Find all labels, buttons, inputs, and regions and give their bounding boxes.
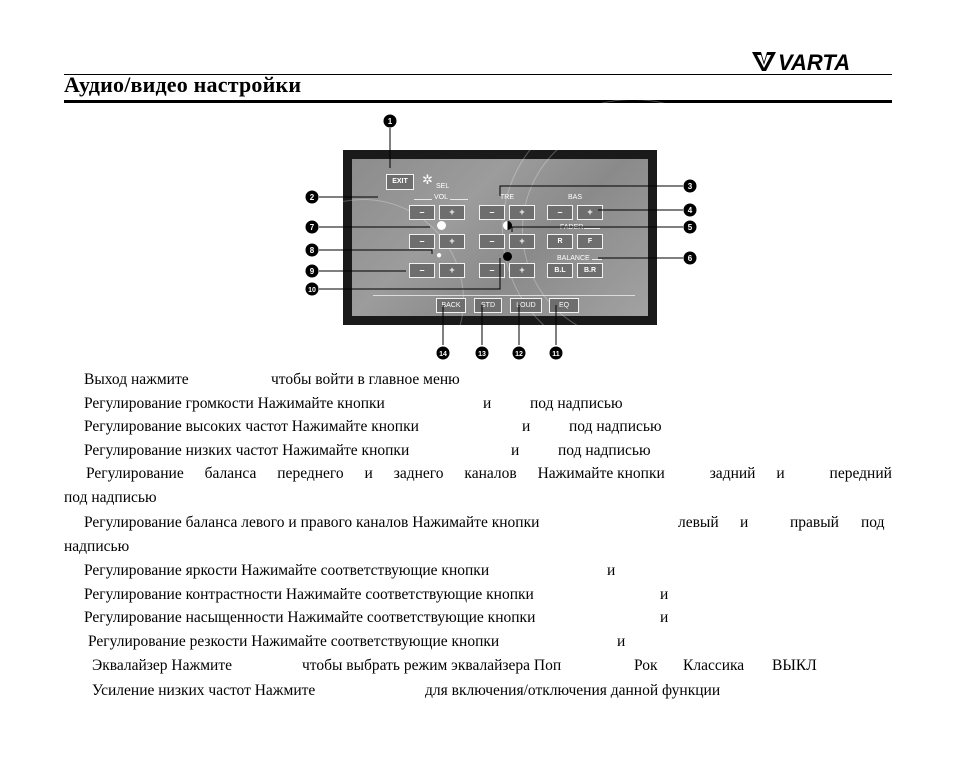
brightness-plus-button[interactable]: + — [439, 234, 465, 249]
callout-9: 9 — [309, 267, 315, 276]
loud-button[interactable]: LOUD — [510, 298, 542, 313]
bass-desc-b: и — [511, 442, 520, 459]
balance-desc-cont: надписью — [64, 538, 130, 555]
sel-icon: ✲ — [422, 172, 433, 187]
sharpness-desc-a: Регулирование резкости Нажимайте соответствующие кнопки — [88, 633, 500, 650]
sharpness-desc-b: и — [617, 633, 626, 650]
callout-14: 14 — [439, 351, 447, 358]
treble-desc-b: и — [522, 418, 531, 435]
callout-11: 11 — [552, 351, 560, 358]
brightness-desc-a: Регулирование яркости Нажимайте соответствующие кнопки — [84, 562, 490, 579]
balance-label: BALANCE — [557, 255, 590, 262]
volume-desc-c: под надписью — [530, 395, 623, 412]
callout-2: 2 — [309, 193, 315, 202]
treble-desc-c: под надписью — [569, 418, 662, 435]
bas-plus-button[interactable]: + — [577, 205, 603, 220]
callout-8: 8 — [309, 246, 315, 255]
treble-desc-a: Регулирование высоких частот Нажимайте кнопки — [84, 418, 419, 435]
volume-desc-a: Регулирование громкости Нажимайте кнопки — [84, 395, 385, 412]
contrast-plus-button[interactable]: + — [509, 234, 535, 249]
tre-minus-button[interactable]: – — [479, 205, 505, 220]
std-button[interactable]: STD — [474, 298, 502, 313]
contrast-desc-b: и — [660, 586, 669, 603]
fader-label: FADER — [560, 224, 584, 231]
callout-7: 7 — [309, 223, 315, 232]
tre-plus-button[interactable]: + — [509, 205, 535, 220]
bas-label: BAS — [568, 194, 583, 201]
eq-button[interactable]: EQ — [549, 298, 579, 313]
balance-desc-b: левый — [678, 514, 719, 531]
eq-desc-e: ВЫКЛ — [772, 657, 817, 674]
brightness-minus-button[interactable]: – — [409, 234, 435, 249]
sel-label: SEL — [436, 183, 450, 190]
balance-desc-c: и — [740, 514, 749, 531]
balance-right-button[interactable]: B.R — [577, 263, 603, 278]
balance-desc-e: под — [861, 514, 885, 531]
balance-desc-d: правый — [790, 514, 839, 531]
vol-plus-button[interactable]: + — [439, 205, 465, 220]
callout-5: 5 — [687, 223, 693, 232]
loud-desc-b: для включения/отключения данной функции — [425, 682, 721, 699]
callout-12: 12 — [515, 351, 523, 358]
contrast-desc-a: Регулирование контрастности Нажимайте соответствующие кнопки — [84, 586, 534, 603]
volume-desc-b: и — [483, 395, 492, 412]
fader-desc: Регулирование баланса переднего и заднего каналов Нажимайте кнопки задний и передний — [86, 465, 892, 482]
callout-4: 4 — [687, 206, 693, 215]
back-button[interactable]: BACK — [436, 298, 466, 313]
logo-text: VARTA — [778, 50, 851, 73]
loud-desc-a: Усиление низких частот Нажмите — [92, 682, 316, 699]
balance-desc-a: Регулирование баланса левого и правого каналов Нажимайте кнопки — [84, 514, 540, 531]
exit-desc-b: чтобы войти в главное меню — [271, 371, 460, 388]
eq-desc-a: Эквалайзер Нажмите — [92, 657, 232, 674]
saturation-desc-a: Регулирование насыщенности Нажимайте соответствующие кнопки — [84, 609, 536, 626]
tre-label: TRE — [500, 194, 514, 201]
bass-desc-c: под надписью — [558, 442, 651, 459]
vol-minus-button[interactable]: – — [409, 205, 435, 220]
fader-rear-button[interactable]: R — [547, 234, 573, 249]
saturation-icon: ● — [436, 250, 443, 261]
balance-left-button[interactable]: B.L — [547, 263, 573, 278]
callout-1: 1 — [387, 117, 393, 126]
contrast-minus-button[interactable]: – — [479, 234, 505, 249]
callout-6: 6 — [687, 254, 693, 263]
eq-desc-c: Рок — [634, 657, 658, 674]
sharpness-minus-button[interactable]: – — [479, 263, 505, 278]
saturation-plus-button[interactable]: + — [439, 263, 465, 278]
page-title: Аудио/видео настройки — [64, 72, 302, 97]
exit-button[interactable]: EXIT — [386, 174, 414, 190]
bass-desc-a: Регулирование низких частот Нажимайте кнопки — [84, 442, 410, 459]
vol-label: VOL — [434, 194, 449, 201]
exit-desc-a: Выход нажмите — [84, 371, 189, 388]
sharpness-plus-button[interactable]: + — [509, 263, 535, 278]
fader-desc-cont: под надписью — [64, 489, 157, 506]
eq-desc-d: Классика — [683, 657, 745, 674]
fader-front-button[interactable]: F — [577, 234, 603, 249]
saturation-minus-button[interactable]: – — [409, 263, 435, 278]
callout-10: 10 — [308, 287, 316, 294]
callout-13: 13 — [478, 351, 486, 358]
bas-minus-button[interactable]: – — [547, 205, 573, 220]
callout-3: 3 — [687, 182, 693, 191]
eq-desc-b: чтобы выбрать режим эквалайзера Поп — [302, 657, 562, 674]
saturation-desc-b: и — [660, 609, 669, 626]
brightness-desc-b: и — [607, 562, 616, 579]
